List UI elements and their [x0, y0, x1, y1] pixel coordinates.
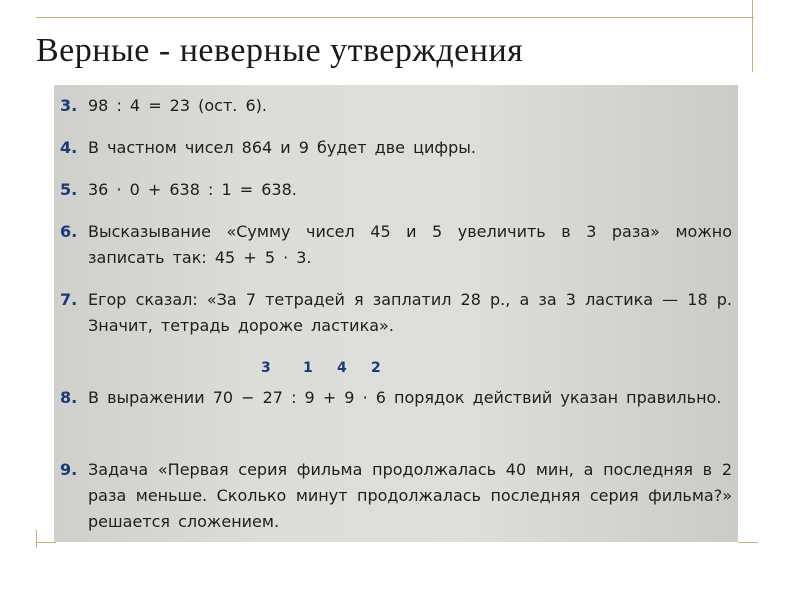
statement-text: 36 · 0 + 638 : 1 = 638. [88, 180, 297, 199]
statement-number: 8. [60, 388, 78, 407]
statement-number: 3. [60, 96, 78, 115]
statement-text: В выражении 70 − 27 : 9 + 9 · 6 порядок действий указан правильно. [88, 388, 722, 407]
statement-number: 6. [60, 222, 78, 241]
statement-number: 9. [60, 460, 78, 479]
statement-number: 7. [60, 290, 78, 309]
slide-left-rule [36, 530, 37, 548]
slide-right-rule [752, 0, 753, 72]
order-mark: 1 [303, 360, 313, 376]
statement-text: Высказывание «Сумму чисел 45 и 5 увеличить в 3 раза» можно записать так: 45 + 5 · 3. [88, 222, 732, 267]
order-of-operations-marks [261, 360, 421, 380]
order-mark: 2 [371, 360, 381, 376]
slide-title: Верные - неверные утверждения [36, 32, 524, 69]
slide-top-rule [36, 17, 754, 18]
slide-bottom-rule-left [36, 542, 56, 543]
statement-number: 5. [60, 180, 78, 199]
textbook-page-photo [54, 85, 738, 542]
statement-text: Егор сказал: «За 7 тетрадей я заплатил 28 р., а за 3 ластика — 18 р. Значит, тетрадь дороже ластика». [88, 290, 732, 335]
order-mark: 4 [337, 360, 347, 376]
statement-text: 98 : 4 = 23 (ост. 6). [88, 96, 267, 115]
statement-text: Задача «Первая серия фильма продолжалась 40 мин, а последняя в 2 раза меньше. Сколько минут продолжалась последняя серия фильма?» решается сложением. [88, 460, 732, 531]
statement-number: 4. [60, 138, 78, 157]
statement-text: В частном чисел 864 и 9 будет две цифры. [88, 138, 476, 157]
slide-bottom-rule-right [738, 542, 758, 543]
order-mark: 3 [261, 360, 271, 376]
